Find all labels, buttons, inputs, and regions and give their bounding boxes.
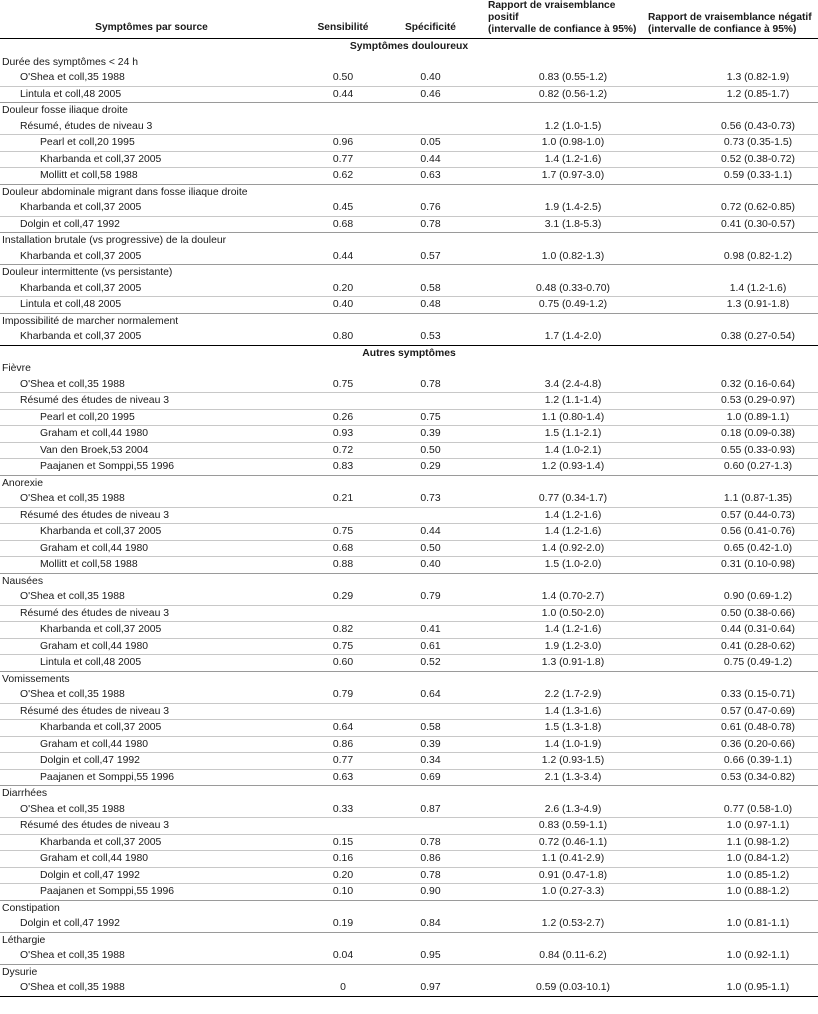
sensitivity-value: 0.82 (303, 622, 383, 639)
source-label: Kharbanda et coll,37 2005 (20, 282, 142, 294)
specificity-value: 0.63 (383, 168, 478, 185)
positive-lr-value: 0.72 (0.46-1.1) (478, 834, 638, 851)
source-label: Dolgin et coll,47 1992 (20, 918, 120, 930)
category-label: Dysurie (0, 964, 818, 980)
table-row (0, 638, 818, 655)
negative-lr-value: 0.18 (0.09-0.38) (638, 426, 818, 443)
specificity-value (383, 818, 478, 835)
category-row (0, 103, 818, 119)
specificity-value: 0.58 (420, 282, 441, 294)
table-row (0, 491, 818, 507)
table-header-row (0, 0, 818, 39)
header-sensitivity: Sensibilité (317, 22, 369, 33)
sensitivity-value: 0.50 (332, 72, 354, 84)
source-label: Résumé, études de niveau 3 (20, 120, 153, 132)
negative-lr-value: 1.4 (1.2-1.6) (729, 282, 787, 294)
positive-lr-value: 1.4 (0.92-2.0) (478, 540, 638, 557)
table-row (0, 442, 818, 459)
specificity-value: 0.86 (383, 851, 478, 868)
negative-lr-value: 0.44 (0.31-0.64) (638, 622, 818, 639)
sensitivity-value: 0.16 (303, 851, 383, 868)
specificity-value: 0.44 (383, 524, 478, 541)
source-label: O'Shea et coll,35 1988 (20, 689, 125, 701)
table-row (0, 736, 818, 753)
table-row (0, 329, 818, 345)
positive-lr-value: 0.83 (0.59-1.1) (478, 818, 638, 835)
sensitivity-value: 0.19 (332, 918, 354, 930)
table-row (0, 605, 818, 622)
table-row (0, 655, 818, 672)
sensitivity-value (303, 393, 383, 410)
source-label: Paajanen et Somppi,55 1996 (0, 459, 303, 476)
source-label: Dolgin et coll,47 1992 (0, 867, 303, 884)
category-row (0, 184, 818, 200)
specificity-value: 0.78 (420, 378, 441, 390)
negative-lr-value: 0.77 (0.58-1.0) (723, 803, 793, 815)
positive-lr-value: 0.77 (0.34-1.7) (538, 493, 608, 505)
sensitivity-value: 0.88 (303, 557, 383, 574)
source-label: O'Shea et coll,35 1988 (20, 493, 125, 505)
negative-lr-value: 0.32 (0.16-0.64) (721, 378, 795, 390)
category-label: Impossibilité de marcher normalement (0, 313, 818, 329)
specificity-value: 0.52 (383, 655, 478, 672)
table-row (0, 589, 818, 605)
category-label: Léthargie (0, 932, 818, 948)
category-row (0, 313, 818, 329)
source-label: Kharbanda et coll,37 2005 (0, 622, 303, 639)
sensitivity-value (303, 703, 383, 720)
category-label: Vomissements (0, 671, 818, 687)
source-label: Paajanen et Somppi,55 1996 (0, 884, 303, 901)
source-label: Kharbanda et coll,37 2005 (0, 151, 303, 168)
positive-lr-value: 1.9 (1.4-2.5) (544, 202, 602, 214)
specificity-value: 0.39 (383, 736, 478, 753)
negative-lr-value: 1.0 (0.89-1.1) (638, 409, 818, 426)
category-label: Installation brutale (vs progressive) de la douleur (0, 233, 818, 249)
table-row (0, 216, 818, 233)
source-label: Pearl et coll,20 1995 (0, 135, 303, 152)
sensitivity-value: 0.72 (303, 442, 383, 459)
negative-lr-value: 1.0 (0.95-1.1) (638, 980, 818, 996)
table-row (0, 834, 818, 851)
table-row (0, 622, 818, 639)
positive-lr-value: 0.91 (0.47-1.8) (478, 867, 638, 884)
header-positive-lr-text: Rapport de vraisemblance positif (intervalle de confiance à 95%) (488, 0, 637, 35)
specificity-value: 0.79 (420, 591, 441, 603)
negative-lr-value: 0.36 (0.20-0.66) (638, 736, 818, 753)
specificity-value (383, 703, 478, 720)
category-row (0, 475, 818, 491)
category-row (0, 573, 818, 589)
sensitivity-value: 0.80 (332, 331, 354, 343)
specificity-value: 0.44 (383, 151, 478, 168)
negative-lr-value: 1.3 (0.82-1.9) (726, 72, 790, 84)
negative-lr-value: 0.31 (0.10-0.98) (638, 557, 818, 574)
negative-lr-value: 0.41 (0.30-0.57) (638, 216, 818, 233)
source-label: Mollitt et coll,58 1988 (0, 557, 303, 574)
table-row (0, 377, 818, 393)
header-source: Symptômes par source (95, 22, 208, 33)
table-row (0, 426, 818, 443)
specificity-value: 0.34 (383, 753, 478, 770)
positive-lr-value: 1.9 (1.2-3.0) (478, 638, 638, 655)
source-label: Kharbanda et coll,37 2005 (20, 202, 142, 214)
sensitivity-value: 0.93 (303, 426, 383, 443)
specificity-value (383, 507, 478, 524)
positive-lr-value: 1.4 (1.2-1.6) (478, 622, 638, 639)
source-label: Kharbanda et coll,37 2005 (20, 331, 142, 343)
positive-lr-value: 1.0 (0.27-3.3) (478, 884, 638, 901)
negative-lr-value: 0.65 (0.42-1.0) (638, 540, 818, 557)
table-row (0, 135, 818, 152)
specificity-value: 0.29 (383, 459, 478, 476)
positive-lr-value: 1.4 (1.0-1.9) (478, 736, 638, 753)
source-label: O'Shea et coll,35 1988 (20, 803, 125, 815)
positive-lr-value: 1.4 (0.70-2.7) (541, 591, 605, 603)
specificity-value: 0.78 (383, 216, 478, 233)
positive-lr-value: 0.83 (0.55-1.2) (538, 72, 608, 84)
positive-lr-value: 2.1 (1.3-3.4) (478, 769, 638, 786)
positive-lr-value: 1.7 (1.4-2.0) (544, 331, 602, 343)
table-row (0, 524, 818, 541)
negative-lr-value: 0.56 (0.43-0.73) (721, 120, 795, 132)
specificity-value: 0.95 (420, 950, 441, 962)
source-label: O'Shea et coll,35 1988 (20, 950, 125, 962)
positive-lr-value: 2.2 (1.7-2.9) (544, 689, 602, 701)
positive-lr-value: 1.2 (0.93-1.4) (478, 459, 638, 476)
specificity-value: 0.50 (383, 442, 478, 459)
sensitivity-value: 0.96 (303, 135, 383, 152)
table-row (0, 980, 818, 996)
header-negative-lr-text: Rapport de vraisemblance négatif (intervalle de confiance à 95%) (648, 12, 812, 35)
specificity-value: 0.39 (383, 426, 478, 443)
positive-lr-value: 3.1 (1.8-5.3) (478, 216, 638, 233)
category-row (0, 671, 818, 687)
table-row (0, 409, 818, 426)
sensitivity-value: 0.10 (303, 884, 383, 901)
sensitivity-value: 0.40 (303, 297, 383, 314)
specificity-value (383, 605, 478, 622)
positive-lr-value: 1.7 (0.97-3.0) (478, 168, 638, 185)
sensitivity-value: 0.75 (303, 638, 383, 655)
source-label: Résumé des études de niveau 3 (0, 393, 303, 410)
positive-lr-value: 1.3 (0.91-1.8) (478, 655, 638, 672)
sensitivity-value: 0.44 (332, 250, 354, 262)
negative-lr-value: 0.61 (0.48-0.78) (638, 720, 818, 737)
table-row (0, 168, 818, 185)
positive-lr-value: 1.0 (0.98-1.0) (478, 135, 638, 152)
table-row (0, 769, 818, 786)
source-label: Kharbanda et coll,37 2005 (0, 720, 303, 737)
negative-lr-value: 0.56 (0.41-0.76) (638, 524, 818, 541)
negative-lr-value: 0.53 (0.29-0.97) (638, 393, 818, 410)
sensitivity-value: 0.20 (303, 867, 383, 884)
sensitivity-value: 0.44 (303, 86, 383, 103)
negative-lr-value: 0.57 (0.44-0.73) (638, 507, 818, 524)
category-row (0, 265, 818, 281)
specificity-value: 0.41 (383, 622, 478, 639)
specificity-value: 0.78 (383, 867, 478, 884)
sensitivity-value (303, 507, 383, 524)
sensitivity-value: 0.75 (303, 524, 383, 541)
negative-lr-value: 0.38 (0.27-0.54) (721, 331, 795, 343)
table-row (0, 393, 818, 410)
sensitivity-value: 0.62 (303, 168, 383, 185)
positive-lr-value: 1.4 (1.2-1.6) (478, 524, 638, 541)
category-row (0, 361, 818, 377)
negative-lr-value: 0.66 (0.39-1.1) (638, 753, 818, 770)
negative-lr-value: 0.41 (0.28-0.62) (638, 638, 818, 655)
specificity-value: 0.48 (383, 297, 478, 314)
sensitivity-value: 0.26 (303, 409, 383, 426)
specificity-value: 0.75 (383, 409, 478, 426)
source-label: Kharbanda et coll,37 2005 (0, 524, 303, 541)
source-label: Kharbanda et coll,37 2005 (20, 250, 142, 262)
table-row (0, 200, 818, 216)
negative-lr-value: 0.33 (0.15-0.71) (721, 689, 795, 701)
sensitivity-value: 0.86 (303, 736, 383, 753)
section-header-row (0, 39, 818, 55)
negative-lr-value: 1.0 (0.92-1.1) (726, 950, 790, 962)
sensitivity-value: 0.20 (332, 282, 354, 294)
specificity-value: 0.58 (383, 720, 478, 737)
negative-lr-value: 1.0 (0.84-1.2) (638, 851, 818, 868)
table-row (0, 507, 818, 524)
category-label: Fièvre (2, 363, 31, 375)
negative-lr-value: 0.52 (0.38-0.72) (638, 151, 818, 168)
category-label: Douleur abdominale migrant dans fosse iliaque droite (0, 184, 818, 200)
negative-lr-value: 1.0 (0.88-1.2) (638, 884, 818, 901)
source-label: Dolgin et coll,47 1992 (0, 216, 303, 233)
table-row (0, 948, 818, 964)
source-label: Résumé des études de niveau 3 (0, 605, 303, 622)
specificity-value: 0.61 (383, 638, 478, 655)
source-label: Résumé des études de niveau 3 (0, 507, 303, 524)
source-label: Lintula et coll,48 2005 (0, 86, 303, 103)
source-label: Kharbanda et coll,37 2005 (0, 834, 303, 851)
header-positive-lr (478, 0, 638, 39)
table-row (0, 687, 818, 703)
specificity-value: 0.57 (420, 250, 441, 262)
positive-lr-value: 0.82 (0.56-1.2) (478, 86, 638, 103)
category-row (0, 900, 818, 916)
table-row (0, 802, 818, 818)
sensitivity-value: 0.83 (303, 459, 383, 476)
source-label: Résumé des études de niveau 3 (0, 818, 303, 835)
positive-lr-value: 0.59 (0.03-10.1) (478, 980, 638, 996)
source-label: Lintula et coll,48 2005 (0, 297, 303, 314)
specificity-value (383, 393, 478, 410)
positive-lr-value: 2.6 (1.3-4.9) (544, 803, 602, 815)
positive-lr-value: 0.48 (0.33-0.70) (536, 282, 610, 294)
negative-lr-value: 1.1 (0.98-1.2) (638, 834, 818, 851)
specificity-value: 0.50 (383, 540, 478, 557)
negative-lr-value: 0.75 (0.49-1.2) (638, 655, 818, 672)
sensitivity-value: 0.64 (303, 720, 383, 737)
table-body (0, 39, 818, 997)
positive-lr-value: 1.4 (1.0-2.1) (478, 442, 638, 459)
sensitivity-value: 0.04 (332, 950, 354, 962)
negative-lr-value: 1.0 (0.81-1.1) (726, 918, 790, 930)
source-label: Graham et coll,44 1980 (0, 426, 303, 443)
sensitivity-value: 0.68 (303, 216, 383, 233)
table-row (0, 459, 818, 476)
table-row (0, 818, 818, 835)
category-label: Nausées (0, 573, 818, 589)
table-row (0, 867, 818, 884)
source-label: O'Shea et coll,35 1988 (20, 72, 125, 84)
specificity-value: 0.69 (383, 769, 478, 786)
source-label: Dolgin et coll,47 1992 (0, 753, 303, 770)
specificity-value: 0.97 (383, 980, 478, 996)
negative-lr-value: 0.55 (0.33-0.93) (638, 442, 818, 459)
specificity-value: 0.76 (420, 202, 441, 214)
sensitivity-value: 0.33 (332, 803, 354, 815)
sensitivity-value: 0.68 (303, 540, 383, 557)
table-row (0, 151, 818, 168)
positive-lr-value: 1.2 (1.0-1.5) (544, 120, 602, 132)
table-row (0, 703, 818, 720)
table-row (0, 86, 818, 103)
source-label: Graham et coll,44 1980 (0, 540, 303, 557)
positive-lr-value: 1.2 (1.1-1.4) (478, 393, 638, 410)
specificity-value: 0.40 (420, 72, 441, 84)
sensitivity-value: 0.79 (332, 689, 354, 701)
category-label: Diarrhées (0, 786, 818, 802)
sensitivity-value: 0.21 (332, 493, 354, 505)
specificity-value: 0.05 (383, 135, 478, 152)
positive-lr-value: 1.5 (1.0-2.0) (478, 557, 638, 574)
specificity-value: 0.78 (383, 834, 478, 851)
specificity-value: 0.90 (383, 884, 478, 901)
negative-lr-value: 0.59 (0.33-1.1) (638, 168, 818, 185)
table-row (0, 249, 818, 265)
source-label: Pearl et coll,20 1995 (0, 409, 303, 426)
positive-lr-value: 3.4 (2.4-4.8) (544, 378, 602, 390)
section-title: Autres symptômes (0, 345, 818, 361)
section-title: Symptômes douloureux (0, 39, 818, 55)
sensitivity-value: 0 (303, 980, 383, 996)
source-label: Mollitt et coll,58 1988 (0, 168, 303, 185)
header-negative-lr (638, 0, 818, 39)
specificity-value (383, 119, 478, 135)
sensitivity-value: 0.45 (332, 202, 354, 214)
table-row (0, 557, 818, 574)
positive-lr-value: 1.5 (1.3-1.8) (478, 720, 638, 737)
positive-lr-value: 1.2 (0.53-2.7) (541, 918, 605, 930)
category-row (0, 233, 818, 249)
sensitivity-value: 0.29 (332, 591, 354, 603)
sensitivity-value (303, 818, 383, 835)
header-specificity: Spécificité (405, 22, 456, 33)
specificity-value: 0.46 (383, 86, 478, 103)
source-label: O'Shea et coll,35 1988 (0, 980, 303, 996)
negative-lr-value: 0.90 (0.69-1.2) (723, 591, 793, 603)
positive-lr-value: 0.84 (0.11-6.2) (539, 950, 607, 962)
category-label: Douleur fosse iliaque droite (0, 103, 818, 119)
category-label: Anorexie (0, 475, 818, 491)
negative-lr-value: 0.53 (0.34-0.82) (638, 769, 818, 786)
negative-lr-value: 0.98 (0.82-1.2) (723, 250, 793, 262)
table-row (0, 720, 818, 737)
table-row (0, 70, 818, 86)
table-row (0, 119, 818, 135)
table-row (0, 297, 818, 314)
positive-lr-value: 1.1 (0.80-1.4) (478, 409, 638, 426)
category-label: Durée des symptômes < 24 h (2, 56, 139, 68)
specificity-value: 0.87 (420, 803, 441, 815)
specificity-value: 0.84 (420, 918, 441, 930)
sensitivity-value: 0.60 (303, 655, 383, 672)
negative-lr-value: 0.60 (0.27-1.3) (638, 459, 818, 476)
table-row (0, 753, 818, 770)
negative-lr-value: 1.3 (0.91-1.8) (638, 297, 818, 314)
source-label: O'Shea et coll,35 1988 (20, 378, 125, 390)
negative-lr-value: 1.0 (0.85-1.2) (638, 867, 818, 884)
sensitivity-value: 0.75 (332, 378, 354, 390)
table-row (0, 851, 818, 868)
positive-lr-value: 1.1 (0.41-2.9) (478, 851, 638, 868)
positive-lr-value: 0.75 (0.49-1.2) (478, 297, 638, 314)
negative-lr-value: 1.1 (0.87-1.35) (723, 493, 793, 505)
section-header-row (0, 345, 818, 361)
sensitivity-value (303, 119, 383, 135)
specificity-value: 0.64 (420, 689, 441, 701)
category-label: Constipation (0, 900, 818, 916)
positive-lr-value: 1.5 (1.1-2.1) (478, 426, 638, 443)
category-row (0, 964, 818, 980)
negative-lr-value: 1.0 (0.97-1.1) (638, 818, 818, 835)
sensitivity-value (303, 605, 383, 622)
source-label: Lintula et coll,48 2005 (0, 655, 303, 672)
specificity-value: 0.40 (383, 557, 478, 574)
sensitivity-value: 0.77 (303, 753, 383, 770)
table-row (0, 884, 818, 901)
negative-lr-value: 1.2 (0.85-1.7) (638, 86, 818, 103)
table-row (0, 281, 818, 297)
category-row (0, 55, 818, 71)
specificity-value: 0.73 (420, 493, 441, 505)
source-label: Paajanen et Somppi,55 1996 (0, 769, 303, 786)
positive-lr-value: 1.4 (1.2-1.6) (478, 151, 638, 168)
source-label: Graham et coll,44 1980 (0, 736, 303, 753)
negative-lr-value: 0.73 (0.35-1.5) (638, 135, 818, 152)
positive-lr-value: 1.4 (1.2-1.6) (478, 507, 638, 524)
negative-lr-value: 0.57 (0.47-0.69) (638, 703, 818, 720)
sensitivity-value: 0.77 (303, 151, 383, 168)
sensitivity-value: 0.63 (303, 769, 383, 786)
positive-lr-value: 1.0 (0.50-2.0) (478, 605, 638, 622)
category-row (0, 786, 818, 802)
source-label: O'Shea et coll,35 1988 (20, 591, 125, 603)
source-label: Résumé des études de niveau 3 (0, 703, 303, 720)
positive-lr-value: 1.2 (0.93-1.5) (478, 753, 638, 770)
negative-lr-value: 0.72 (0.62-0.85) (721, 202, 795, 214)
category-label: Douleur intermittente (vs persistante) (0, 265, 818, 281)
source-label: Graham et coll,44 1980 (0, 851, 303, 868)
negative-lr-value: 0.50 (0.38-0.66) (638, 605, 818, 622)
source-label: Van den Broek,53 2004 (0, 442, 303, 459)
category-row (0, 932, 818, 948)
table-row (0, 540, 818, 557)
specificity-value: 0.53 (420, 331, 441, 343)
sensitivity-value: 0.15 (303, 834, 383, 851)
positive-lr-value: 1.4 (1.3-1.6) (478, 703, 638, 720)
positive-lr-value: 1.0 (0.82-1.3) (541, 250, 605, 262)
source-label: Graham et coll,44 1980 (0, 638, 303, 655)
table-row (0, 916, 818, 932)
